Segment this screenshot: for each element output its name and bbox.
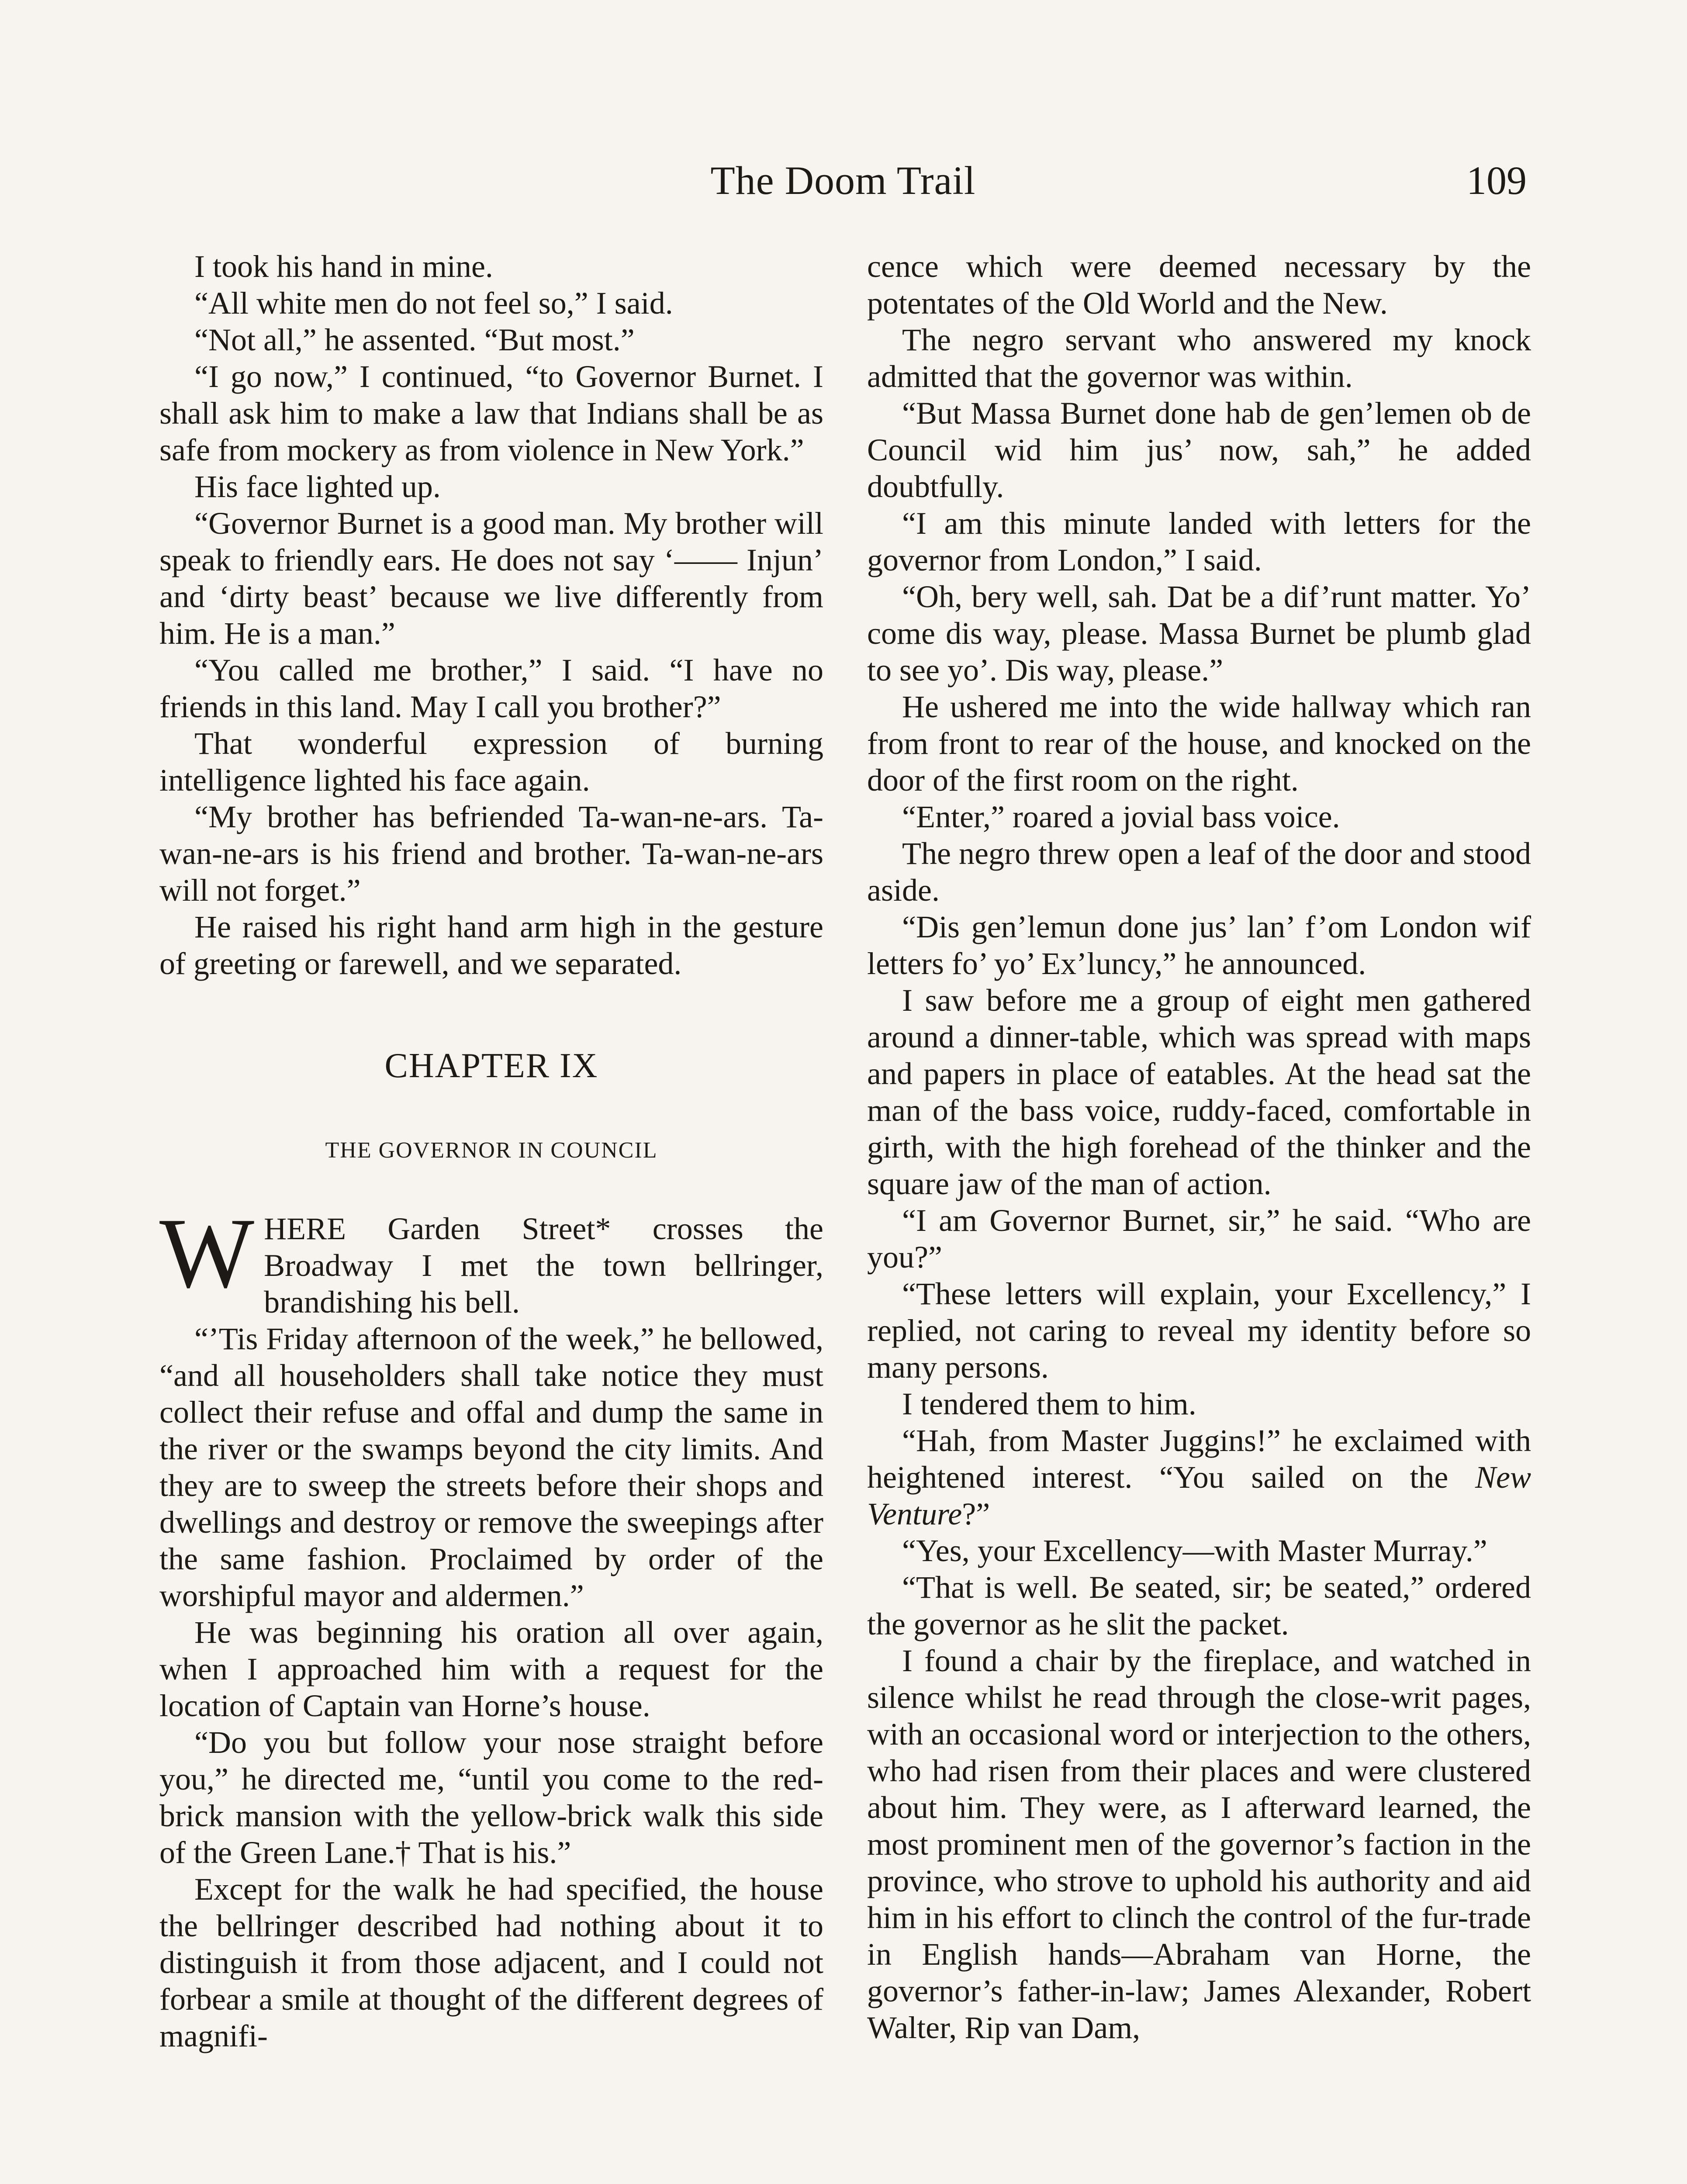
paragraph: “I am Governor Burnet, sir,” he said. “Who are you?”	[867, 1203, 1531, 1275]
right-column	[867, 248, 1531, 2046]
paragraph: “Dis gen’lemun done jus’ lan’ f’om London wif letters fo’ yo’ Ex’luncy,” he announced.	[867, 909, 1531, 981]
paragraph: The negro servant who answered my knock admitted that the governor was within.	[867, 322, 1531, 394]
paragraph: He was beginning his oration all over again, when I approached him with a request for the location of Captain van Horne’s house.	[159, 1615, 823, 1723]
paragraph	[867, 1422, 1531, 1532]
paragraph: I found a chair by the fireplace, and watched in silence whilst he read through the close-writ pages, with an occasional word or interjection to the others, who had risen from their places and were clustered about him. They were, as I afterward learned, the most prominent men of the governor’s faction in the province, who strove to uphold his authority and aid him in his effort to clinch the control of the fur-trade in English hands—Abraham van Horne, the governor’s father-in-law; James Alexander, Robert Walter, Rip van Dam,	[867, 1643, 1531, 2045]
paragraph: “Do you but follow your nose straight before you,” he directed me, “until you come to the red-brick mansion with the yellow-brick walk this side of the Green Lane.† That is his.”	[159, 1725, 823, 1870]
ship-name: New Venture	[867, 1460, 1531, 1531]
paragraph: “These letters will explain, your Excellency,” I replied, not caring to reveal my identity before so many persons.	[867, 1276, 1531, 1385]
paragraph: He raised his right hand arm high in the gesture of greeting or farewell, and we separated.	[159, 909, 823, 981]
paragraph: “I go now,” I continued, “to Governor Burnet. I shall ask him to make a law that Indians shall be as safe from mockery as from violence in New York.”	[159, 359, 823, 467]
paragraph: “Yes, your Excellency—with Master Murray.”	[902, 1533, 1487, 1568]
paragraph: The negro threw open a leaf of the door and stood aside.	[867, 836, 1531, 908]
paragraph: His face lighted up.	[194, 469, 441, 504]
chapter-title: CHAPTER IX	[384, 1047, 598, 1085]
paragraph: Except for the walk he had specified, the house the bellringer described had nothing about it to distinguish it from those adjacent, and I could not forbear a smile at thought of the different degrees of magnifi-	[159, 1872, 823, 2053]
paragraph: “Governor Burnet is a good man. My brother will speak to friendly ears. He does not say ‘—— Injun’ and ‘dirty beast’ because we live differently from him. He is a man.”	[159, 506, 823, 651]
paragraph: “You called me brother,” I said. “I have no friends in this land. May I call you brother?”	[159, 653, 823, 724]
left-column	[159, 248, 823, 2054]
page-header	[159, 157, 1527, 210]
paragraph: “That is well. Be seated, sir; be seated,” ordered the governor as he slit the packet.	[867, 1570, 1531, 1641]
paragraph: That wonderful expression of burning intelligence lighted his face again.	[159, 726, 823, 798]
opening-text: HERE Garden Street* crosses the Broadway I met the town bellringer, brandishing his bell.	[264, 1211, 823, 1320]
paragraph: “My brother has befriended Ta-wan-ne-ars. Ta-wan-ne-ars is his friend and brother. Ta-wan-ne-ars will not forget.”	[159, 799, 823, 908]
paragraph: “I am this minute landed with letters for the governor from London,” I said.	[867, 506, 1531, 577]
paragraph: “Oh, bery well, sah. Dat be a dif’runt matter. Yo’ come dis way, please. Massa Burnet be plumb glad to see yo’. Dis way, please.”	[867, 579, 1531, 688]
paragraph: “But Massa Burnet done hab de gen’lemen ob de Council wid him jus’ now, sah,” he added doubtfully.	[867, 396, 1531, 504]
opening-paragraph	[159, 1197, 823, 1320]
paragraph: cence which were deemed necessary by the potentates of the Old World and the New.	[867, 249, 1531, 321]
page-number: 109	[1466, 158, 1527, 203]
running-title: The Doom Trail	[710, 158, 976, 203]
paragraph: “Enter,” roared a jovial bass voice.	[902, 799, 1340, 834]
paragraph: “Not all,” he assented. “But most.”	[194, 322, 635, 357]
paragraph: I tendered them to him.	[902, 1386, 1196, 1421]
paragraph: “All white men do not feel so,” I said.	[194, 286, 673, 321]
paragraph: I took his hand in mine.	[194, 249, 493, 284]
chapter-subtitle: THE GOVERNOR IN COUNCIL	[325, 1138, 658, 1163]
paragraph: I saw before me a group of eight men gathered around a dinner-table, which was spread with maps and papers in place of eatables. At the head sat the man of the bass voice, ruddy-faced, comfortable in girth, with the high forehead of the thinker and the square jaw of the man of action.	[867, 983, 1531, 1201]
drop-cap: W	[159, 1197, 255, 1309]
ship-text-end: ?”	[962, 1496, 990, 1531]
ship-text-start: “Hah, from Master Juggins!” he exclaimed with heightened interest. “You sailed on the	[867, 1423, 1531, 1495]
paragraph: He ushered me into the wide hallway which ran from front to rear of the house, and knocked on the door of the first room on the right.	[867, 689, 1531, 798]
paragraph: “’Tis Friday afternoon of the week,” he bellowed, “and all householders shall take notice they must collect their refuse and offal and dump the same in the river or the swamps beyond the city limits. And they are to sweep the streets before their shops and dwellings and destroy or remove the sweepings after the same fashion. Proclaimed by order of the worshipful mayor and aldermen.”	[159, 1321, 823, 1613]
